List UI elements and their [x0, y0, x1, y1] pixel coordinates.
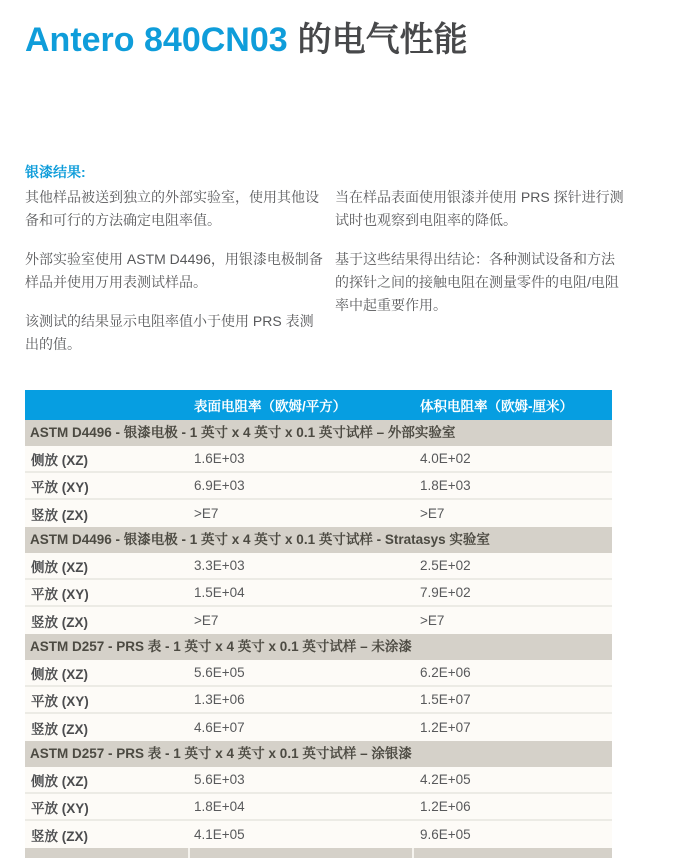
table-section-header: ASTM D257 - PRS 表 - 1 英寸 x 4 英寸 x 0.1 英寸试样 – 未涂漆	[25, 634, 612, 660]
section-heading-silver-paint-results: 银漆结果:	[25, 164, 86, 180]
volume-resistivity-value: 9.6E+05	[420, 827, 471, 842]
volume-resistivity-value: 1.2E+07	[420, 720, 471, 735]
volume-resistivity-value: 1.8E+03	[420, 478, 471, 493]
volume-resistivity-value: >E7	[420, 506, 445, 521]
page-title	[25, 22, 468, 58]
surface-resistivity-value: 1.8E+04	[194, 799, 245, 814]
table-row	[25, 794, 612, 821]
row-orientation-label: 竖放 (ZX)	[31, 828, 88, 844]
table-next-section-partial-bar	[25, 848, 612, 858]
row-orientation-label: 侧放 (XZ)	[31, 559, 88, 575]
table-row	[25, 580, 612, 607]
surface-resistivity-value: 1.5E+04	[194, 585, 245, 600]
volume-resistivity-value: 2.5E+02	[420, 558, 471, 573]
table-row	[25, 687, 612, 714]
volume-resistivity-value: >E7	[420, 613, 445, 628]
row-orientation-label: 平放 (XY)	[31, 479, 89, 495]
volume-resistivity-value: 7.9E+02	[420, 585, 471, 600]
volume-resistivity-value: 4.2E+05	[420, 772, 471, 787]
table-row	[25, 553, 612, 580]
surface-resistivity-value: 3.3E+03	[194, 558, 245, 573]
row-orientation-label: 平放 (XY)	[31, 586, 89, 602]
volume-resistivity-value: 4.0E+02	[420, 451, 471, 466]
column-divider	[412, 848, 414, 858]
table-row	[25, 821, 612, 848]
surface-resistivity-value: 1.3E+06	[194, 692, 245, 707]
paragraph: 基于这些结果得出结论：各种测试设备和方法的探针之间的接触电阻在测量零件的电阻/电阻率中起重要作用。	[335, 251, 619, 313]
intro-right-column	[335, 186, 627, 372]
surface-resistivity-value: >E7	[194, 613, 219, 628]
paragraph: 外部实验室使用 ASTM D4496，用银漆电极制备样品并使用万用表测试样品。	[25, 251, 323, 290]
volume-resistivity-value: 6.2E+06	[420, 665, 471, 680]
row-orientation-label: 侧放 (XZ)	[31, 666, 88, 682]
table-body	[25, 420, 612, 848]
column-divider	[188, 848, 190, 858]
row-orientation-label: 平放 (XY)	[31, 800, 89, 816]
product-name: Antero 840CN03	[25, 21, 288, 59]
paragraph: 其他样品被送到独立的外部实验室，使用其他设备和可行的方法确定电阻率值。	[25, 189, 319, 228]
table-row	[25, 607, 612, 634]
title-suffix: 的电气性能	[297, 21, 468, 59]
surface-resistivity-value: 4.6E+07	[194, 720, 245, 735]
table-section-header: ASTM D257 - PRS 表 - 1 英寸 x 4 英寸 x 0.1 英寸试样 – 涂银漆	[25, 741, 612, 767]
volume-resistivity-value: 1.2E+06	[420, 799, 471, 814]
table-header-row	[25, 390, 612, 420]
surface-resistivity-value: 5.6E+05	[194, 665, 245, 680]
table-header-volume-resistivity: 体积电阻率（欧姆-厘米）	[420, 399, 573, 414]
table-row	[25, 473, 612, 500]
resistivity-table	[25, 390, 612, 858]
surface-resistivity-value: >E7	[194, 506, 219, 521]
surface-resistivity-value: 5.6E+03	[194, 772, 245, 787]
surface-resistivity-value: 4.1E+05	[194, 827, 245, 842]
paragraph: 当在样品表面使用银漆并使用 PRS 探针进行测试时也观察到电阻率的降低。	[335, 189, 624, 228]
intro-columns	[25, 186, 627, 372]
surface-resistivity-value: 1.6E+03	[194, 451, 245, 466]
volume-resistivity-value: 1.5E+07	[420, 692, 471, 707]
row-orientation-label: 侧放 (XZ)	[31, 773, 88, 789]
table-header-surface-resistivity: 表面电阻率（欧姆/平方）	[194, 399, 347, 414]
table-row	[25, 446, 612, 473]
paragraph: 该测试的结果显示电阻率值小于使用 PRS 表测出的值。	[25, 313, 314, 352]
row-orientation-label: 竖放 (ZX)	[31, 614, 88, 630]
intro-left-column	[25, 186, 327, 372]
table-row	[25, 660, 612, 687]
row-orientation-label: 竖放 (ZX)	[31, 721, 88, 737]
table-section-header: ASTM D4496 - 银漆电极 - 1 英寸 x 4 英寸 x 0.1 英寸试样 - Stratasys 实验室	[25, 527, 612, 553]
row-orientation-label: 侧放 (XZ)	[31, 452, 88, 468]
table-section-header: ASTM D4496 - 银漆电极 - 1 英寸 x 4 英寸 x 0.1 英寸试样 – 外部实验室	[25, 420, 612, 446]
table-row	[25, 714, 612, 741]
table-row	[25, 767, 612, 794]
table-row	[25, 500, 612, 527]
surface-resistivity-value: 6.9E+03	[194, 478, 245, 493]
row-orientation-label: 竖放 (ZX)	[31, 507, 88, 523]
row-orientation-label: 平放 (XY)	[31, 693, 89, 709]
